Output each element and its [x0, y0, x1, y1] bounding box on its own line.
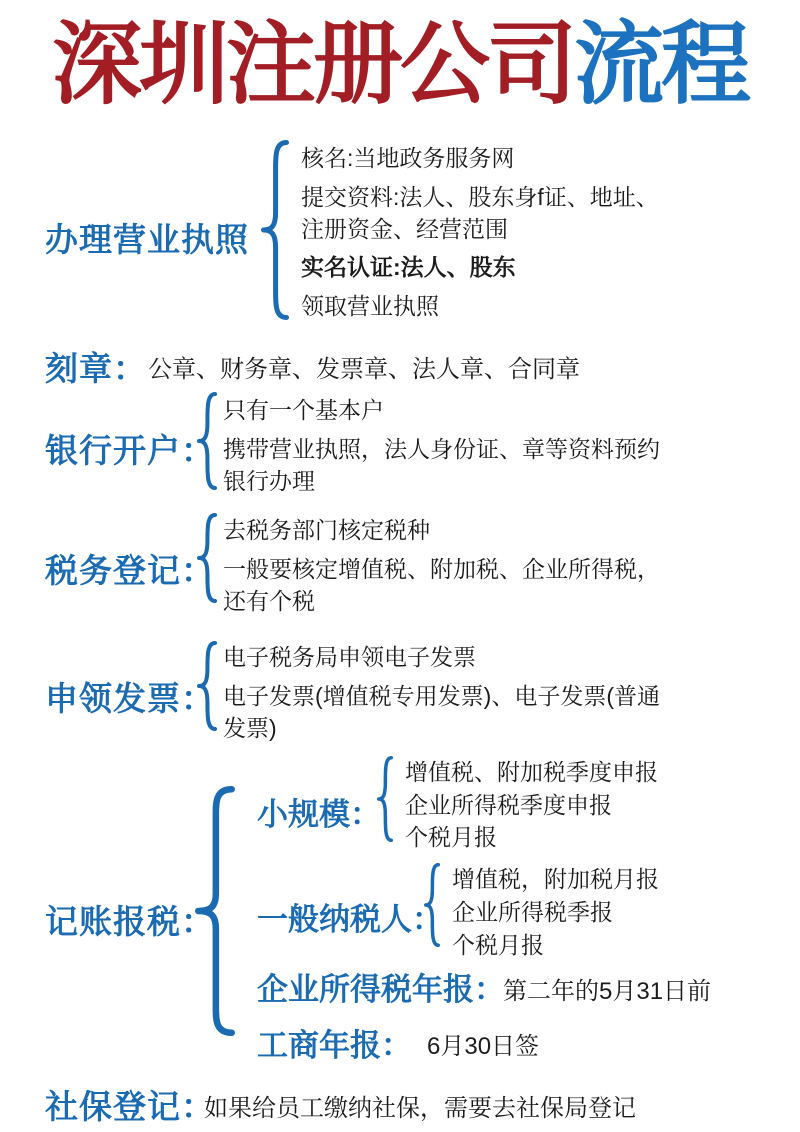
- section-label-social: 社保登记：: [45, 1088, 215, 1125]
- license-item-materials-line2: 注册资金、经营范围: [301, 216, 508, 242]
- label-small-scale: 小规模：: [257, 797, 381, 832]
- invoice-item-types-line2: 发票): [223, 715, 277, 741]
- general-item-cit-text: 企业所得税季报: [452, 899, 613, 925]
- brace-bookkeeping: [194, 785, 236, 1037]
- page-title: [0, 15, 800, 115]
- brace-tax: [196, 512, 218, 604]
- brace-general-taxpayer: [423, 862, 441, 948]
- bank-item-basic-account-text: 只有一个基本户: [223, 397, 384, 423]
- invoice-item-apply: [223, 641, 476, 673]
- annual-business-report-value: 6月30日签: [427, 1033, 540, 1060]
- license-item-collect: [301, 290, 439, 322]
- license-item-name-check-text: 核名:当地政务服务网: [301, 145, 515, 171]
- page-title-red: 深圳注册公司: [52, 15, 574, 115]
- general-item-iit-text: 个税月报: [452, 932, 544, 958]
- invoice-item-types-line1: 电子发票(增值税专用发票)、电子发票(普通: [223, 683, 660, 709]
- general-item-vat: [452, 863, 659, 895]
- small-scale-item-vat: [405, 756, 658, 788]
- label-general-taxpayer: 一般纳税人：: [257, 902, 443, 937]
- license-item-collect-text: 领取营业执照: [301, 293, 439, 319]
- social-value: 如果给员工缴纳社保，需要去社保局登记: [204, 1095, 636, 1122]
- section-label-bank: 银行开户：: [45, 432, 215, 469]
- section-label-bookkeeping: 记账报税：: [45, 903, 215, 940]
- general-item-vat-text: 增值税，附加税月报: [452, 866, 659, 892]
- label-annual-cit: 企业所得税年报：: [257, 972, 505, 1007]
- brace-small-scale: [376, 755, 394, 843]
- page-title-blue: 流程: [574, 15, 748, 115]
- section-label-tax: 税务登记：: [45, 552, 215, 589]
- brace-license: [260, 139, 290, 321]
- invoice-item-types: [223, 680, 660, 744]
- invoice-item-apply-text: 电子税务局申领电子发票: [223, 644, 476, 670]
- general-item-cit: [452, 896, 613, 928]
- tax-item-types: [223, 553, 660, 617]
- brace-bank: [196, 391, 218, 491]
- label-annual-business-report: 工商年报：: [257, 1028, 412, 1063]
- bank-item-basic-account: [223, 394, 384, 426]
- tax-item-types-line2: 还有个税: [223, 588, 315, 614]
- tax-item-types-line1: 一般要核定增值税、附加税、企业所得税，: [223, 556, 660, 582]
- license-item-name-check: [301, 142, 514, 174]
- tax-item-verify-text: 去税务部门核定税种: [223, 517, 430, 543]
- small-scale-item-vat-text: 增值税、附加税季度申报: [405, 759, 658, 785]
- section-label-seal: 刻章：: [45, 350, 147, 387]
- small-scale-item-iit: [405, 821, 497, 853]
- brace-invoice: [196, 640, 218, 732]
- small-scale-item-cit-text: 企业所得税季度申报: [405, 792, 612, 818]
- license-item-materials: [301, 181, 659, 245]
- license-item-real-name: [301, 251, 516, 283]
- small-scale-item-cit: [405, 789, 612, 821]
- section-label-license: 办理营业执照: [45, 221, 249, 258]
- general-item-iit: [452, 929, 544, 961]
- tax-item-verify: [223, 514, 430, 546]
- small-scale-item-iit-text: 个税月报: [405, 824, 497, 850]
- bank-item-appointment-line1: 携带营业执照，法人身份证、章等资料预约: [223, 436, 660, 462]
- section-label-invoice: 申领发票：: [45, 680, 215, 717]
- annual-cit-value: 第二年的5月31日前: [503, 978, 712, 1005]
- license-item-real-name-text: 实名认证:法人、股东: [301, 254, 516, 280]
- license-item-materials-line1: 提交资料:法人、股东身f证、地址、: [301, 184, 659, 210]
- bank-item-appointment-line2: 银行办理: [223, 468, 315, 494]
- seal-content: 公章、财务章、发票章、法人章、合同章: [148, 356, 580, 383]
- bank-item-appointment: [223, 433, 660, 497]
